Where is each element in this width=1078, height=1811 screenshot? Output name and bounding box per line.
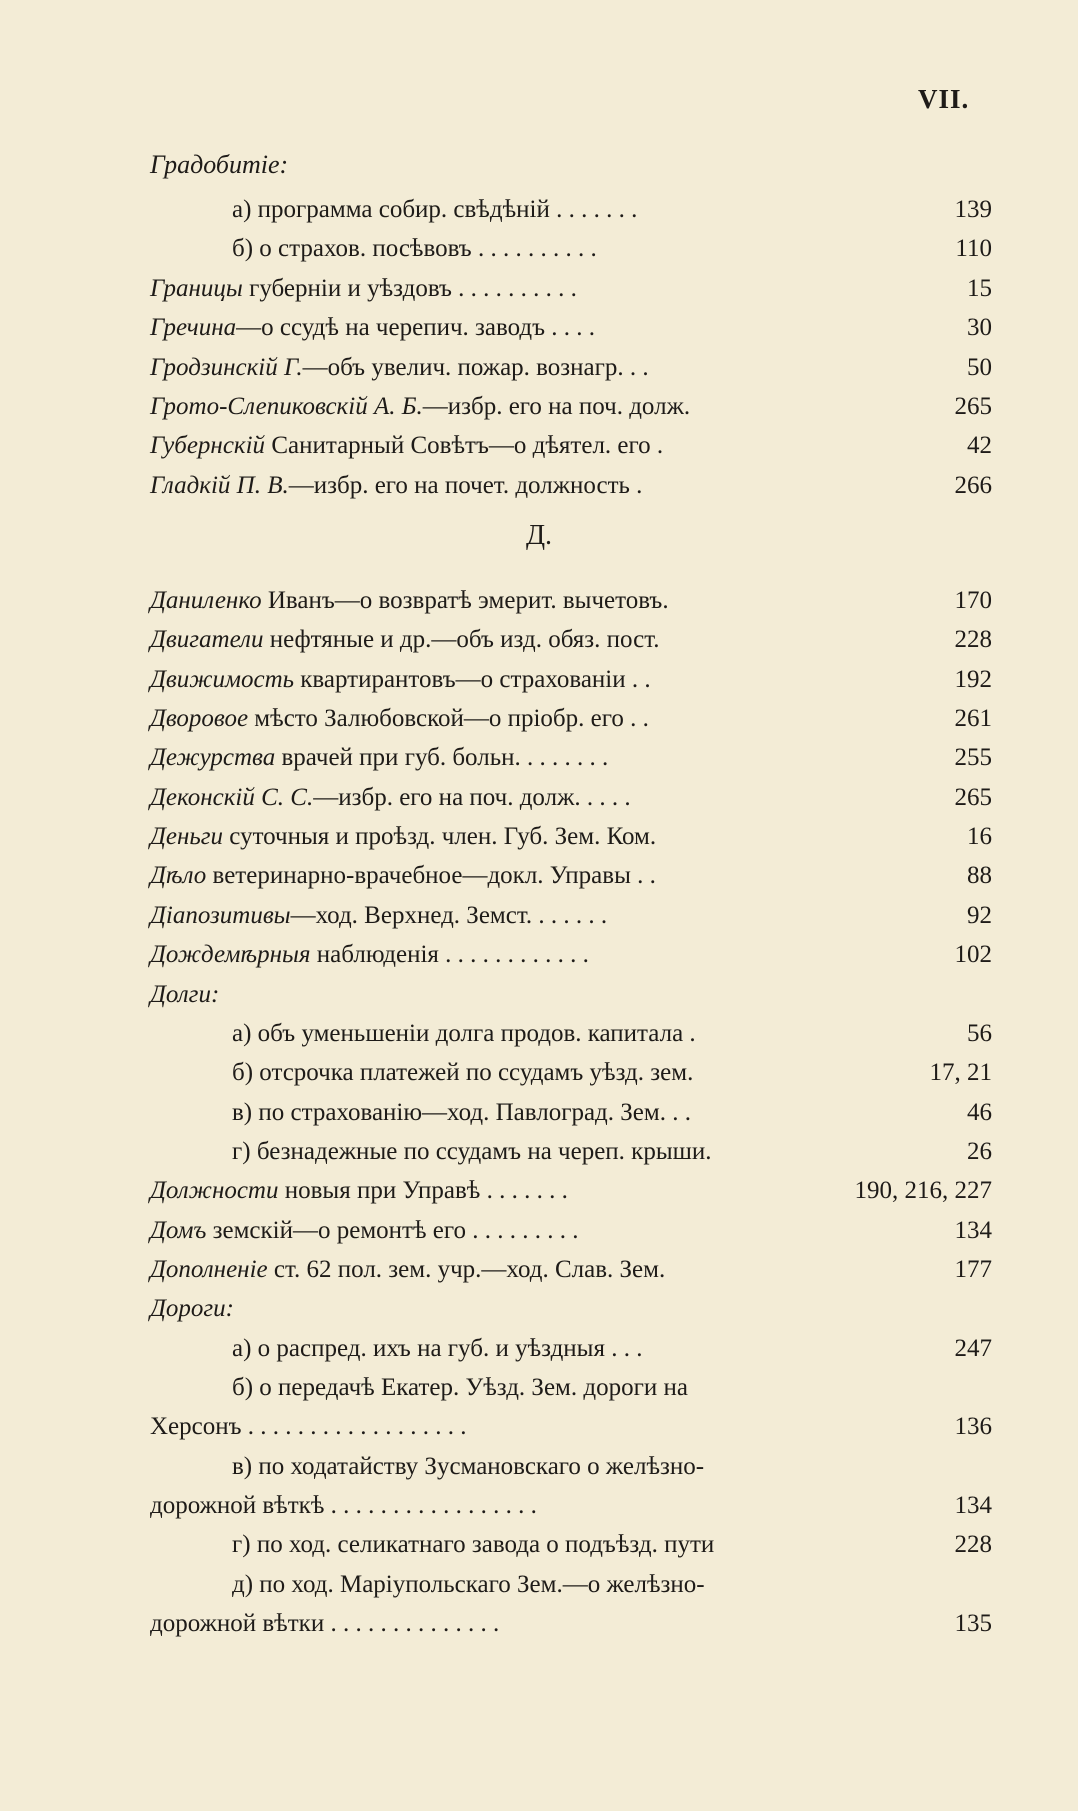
entry-description: а) о распред. ихъ на губ. и уѣздныя . . . <box>232 1334 643 1362</box>
entry-page-numbers: 247 <box>954 1334 992 1362</box>
index-entry <box>0 1604 1078 1644</box>
index-entry <box>0 1132 1078 1172</box>
entry-page-numbers: 136 <box>954 1413 992 1441</box>
entry-term: Дороги: <box>150 1295 234 1323</box>
entry-description: ветеринарно-врачебное—докл. Управы . . <box>206 862 656 890</box>
entry-page-numbers: 190, 216, 227 <box>854 1177 992 1205</box>
entry-page-numbers: 139 <box>954 196 992 223</box>
index-entry <box>0 738 1078 778</box>
entry-description: земскій—о ремонтѣ его . . . . . . . . . <box>206 1216 579 1244</box>
entry-description: ст. 62 пол. зем. учр.—ход. Слав. Зем. <box>267 1255 666 1283</box>
index-entry <box>0 1329 1078 1369</box>
entry-page-numbers: 16 <box>967 823 992 851</box>
entry-term: Дворовое <box>150 705 249 733</box>
entry-term: Діапозитивы <box>150 901 291 929</box>
index-entry <box>0 387 1078 427</box>
entry-page-numbers: 261 <box>954 705 992 733</box>
entry-description: губерніи и уѣздовъ . . . . . . . . . . <box>242 274 577 302</box>
entry-page-numbers: 110 <box>955 235 992 263</box>
entry-term: Деньги <box>150 823 224 851</box>
entry-text <box>150 778 631 818</box>
entry-description: мѣсто Залюбовской—о пріобр. его . . <box>248 705 649 733</box>
index-entry <box>0 581 1078 621</box>
entry-term: Деконскій С. С. <box>150 783 314 811</box>
index-entry <box>0 1093 1078 1133</box>
index-entry <box>0 817 1078 857</box>
letter-heading-d: Д. <box>525 520 553 551</box>
index-entry <box>0 1289 1078 1329</box>
entry-term: Долги: <box>150 980 220 1008</box>
entry-description: а) объ уменьшеніи долга продов. капитала . <box>232 1019 696 1047</box>
index-entry <box>0 1250 1078 1290</box>
entry-text <box>150 699 649 739</box>
entry-description: дорожной вѣтки . . . . . . . . . . . . . . <box>150 1610 500 1638</box>
entry-text <box>232 1132 712 1172</box>
entry-description: г) безнадежные по ссудамъ на череп. крыши. <box>232 1137 712 1165</box>
index-entry <box>0 856 1078 896</box>
index-entry <box>0 1486 1078 1526</box>
entry-page-numbers: 134 <box>954 1216 992 1244</box>
entry-page-numbers: 15 <box>967 274 992 302</box>
entry-description: Херсонъ . . . . . . . . . . . . . . . . . . <box>150 1413 467 1441</box>
entry-text <box>232 1014 696 1054</box>
entry-text <box>150 896 607 936</box>
entry-text <box>232 1093 691 1133</box>
entry-term: Движимость <box>150 665 294 693</box>
entry-term: Дополненіе <box>150 1255 268 1283</box>
entry-page-numbers: 92 <box>967 901 992 929</box>
entry-description: б) отсрочка платежей по ссудамъ уѣзд. зем. <box>232 1059 694 1087</box>
entry-term: Дождемѣрныя <box>150 941 311 969</box>
entry-description: д) по ход. Маріупольскаго Зем.—о желѣзно- <box>232 1570 705 1598</box>
entry-text <box>232 1447 704 1487</box>
entry-page-numbers: 56 <box>967 1019 992 1047</box>
entry-text <box>150 1486 537 1526</box>
entry-page-numbers: 228 <box>954 626 992 654</box>
entry-text <box>232 1329 642 1369</box>
entry-description: —избр. его на поч. долж. <box>422 393 691 420</box>
entry-description: г) по ход. селикатнаго завода о подъѣзд. пути <box>232 1531 715 1559</box>
entry-description: —избр. его на почет. должность . <box>288 471 643 499</box>
entry-description: квартирантовъ—о страхованіи . . <box>294 665 651 693</box>
entry-text <box>150 466 642 506</box>
index-entry <box>0 1368 1078 1408</box>
index-entry <box>0 1053 1078 1093</box>
entry-page-numbers: 46 <box>967 1098 992 1126</box>
index-entry <box>0 699 1078 739</box>
entry-description: Иванъ—о возвратѣ эмерит. вычетовъ. <box>261 587 669 614</box>
index-entry <box>0 308 1078 348</box>
entry-description: в) по страхованію—ход. Павлоград. Зем. . . <box>232 1098 691 1126</box>
entry-page-numbers: 17, 21 <box>929 1059 992 1087</box>
entry-term: Даниленко <box>150 587 262 614</box>
entry-description: а) программа собир. свѣдѣній . . . . . . . <box>232 196 638 223</box>
entry-text <box>232 1565 705 1605</box>
entry-description: —о ссудѣ на черепич. заводъ . . . . <box>236 314 596 342</box>
index-entry <box>0 229 1078 269</box>
heading-gradobitie: Градобитіе: <box>150 150 289 179</box>
entry-text <box>150 1407 467 1447</box>
entry-text <box>150 1171 568 1211</box>
entry-term: Домъ <box>150 1216 207 1244</box>
entry-page-numbers: 134 <box>954 1492 992 1520</box>
entry-term: Границы <box>150 274 243 302</box>
index-entry <box>0 660 1078 700</box>
entry-text <box>150 975 219 1015</box>
entry-page-numbers: 255 <box>954 744 992 772</box>
entry-term: Дѣло <box>150 862 207 890</box>
entry-page-numbers: 42 <box>967 432 992 460</box>
entry-term: Должности <box>150 1177 279 1205</box>
entry-text <box>232 229 597 269</box>
entry-text <box>232 1525 714 1565</box>
entry-term: Гречина <box>150 314 237 342</box>
index-entry <box>0 896 1078 936</box>
entry-description: —избр. его на поч. долж. . . . . <box>313 783 631 811</box>
entry-text <box>150 1250 665 1290</box>
index-entry <box>0 1211 1078 1251</box>
entry-page-numbers: 192 <box>954 665 992 693</box>
index-entry <box>0 426 1078 466</box>
entry-term: Губернскій <box>150 432 266 460</box>
entry-page-numbers: 266 <box>954 471 992 499</box>
index-entry <box>0 620 1078 660</box>
entry-text <box>150 308 595 348</box>
entry-text <box>150 269 577 309</box>
index-entry <box>0 975 1078 1015</box>
entry-description: в) по ходатайству Зусмановскаго о желѣзно- <box>232 1452 705 1480</box>
entry-description: нефтяные и др.—объ изд. обяз. пост. <box>263 626 660 654</box>
entry-text <box>150 817 656 857</box>
entry-description: —ход. Верхнед. Земст. . . . . . . <box>290 901 608 929</box>
index-entry <box>0 190 1078 230</box>
index-entry <box>0 1525 1078 1565</box>
entry-text <box>150 1289 234 1329</box>
entry-description: суточныя и проѣзд. член. Губ. Зем. Ком. <box>223 823 657 851</box>
entry-page-numbers: 177 <box>954 1255 992 1283</box>
entry-text <box>150 620 660 660</box>
entry-text <box>150 581 669 621</box>
index-entry <box>0 466 1078 506</box>
index-entry <box>0 935 1078 975</box>
entry-page-numbers: 50 <box>967 353 992 381</box>
entry-term: Гладкій П. В. <box>150 471 289 499</box>
entry-text <box>150 387 690 427</box>
entry-description: б) о передачѣ Екатер. Уѣзд. Зем. дороги на <box>232 1374 688 1401</box>
entry-text <box>232 1053 693 1093</box>
entry-page-numbers: 88 <box>967 862 992 890</box>
entry-page-numbers: 265 <box>954 783 992 811</box>
entry-text <box>150 856 656 896</box>
entry-term: Гродзинскій Г. <box>150 353 303 381</box>
entry-term: Грото-Слепиковскій А. Б. <box>150 393 423 420</box>
entry-description: врачей при губ. больн. . . . . . . . <box>275 744 609 772</box>
index-entry <box>0 1565 1078 1605</box>
entry-term: Двигатели <box>150 626 264 654</box>
index-entry <box>0 1171 1078 1211</box>
index-entry <box>0 1407 1078 1447</box>
entry-page-numbers: 265 <box>954 393 992 420</box>
entry-text <box>150 426 663 466</box>
entry-description: наблюденія . . . . . . . . . . . . <box>310 941 589 969</box>
entry-text <box>150 660 651 700</box>
entry-text <box>150 738 608 778</box>
entry-page-numbers: 170 <box>954 587 992 614</box>
entry-page-numbers: 26 <box>967 1137 992 1165</box>
entry-description: Санитарный Совѣтъ—о дѣятел. его . <box>265 432 664 460</box>
entry-description: новыя при Управѣ . . . . . . . <box>278 1177 568 1205</box>
entry-page-numbers: 228 <box>954 1531 992 1559</box>
index-entry <box>0 1014 1078 1054</box>
entry-term: Дежурства <box>150 744 276 772</box>
index-entry <box>0 1447 1078 1487</box>
entry-page-numbers: 135 <box>954 1610 992 1638</box>
entry-page-numbers: 102 <box>954 941 992 969</box>
entry-text <box>150 348 649 388</box>
entry-text <box>150 1604 499 1644</box>
entry-text <box>232 1368 688 1408</box>
entry-description: —объ увелич. пожар. вознагр. . . <box>302 353 649 381</box>
entry-page-numbers: 30 <box>967 314 992 342</box>
entry-description: дорожной вѣткѣ . . . . . . . . . . . . . . . . . <box>150 1492 537 1520</box>
index-entry <box>0 778 1078 818</box>
entry-text <box>150 935 589 975</box>
entry-text <box>232 190 637 230</box>
entry-description: б) о страхов. посѣвовъ . . . . . . . . . . <box>232 235 597 263</box>
index-entry <box>0 348 1078 388</box>
page-number: VII. <box>918 84 970 114</box>
entry-text <box>150 1211 579 1251</box>
index-entry <box>0 269 1078 309</box>
